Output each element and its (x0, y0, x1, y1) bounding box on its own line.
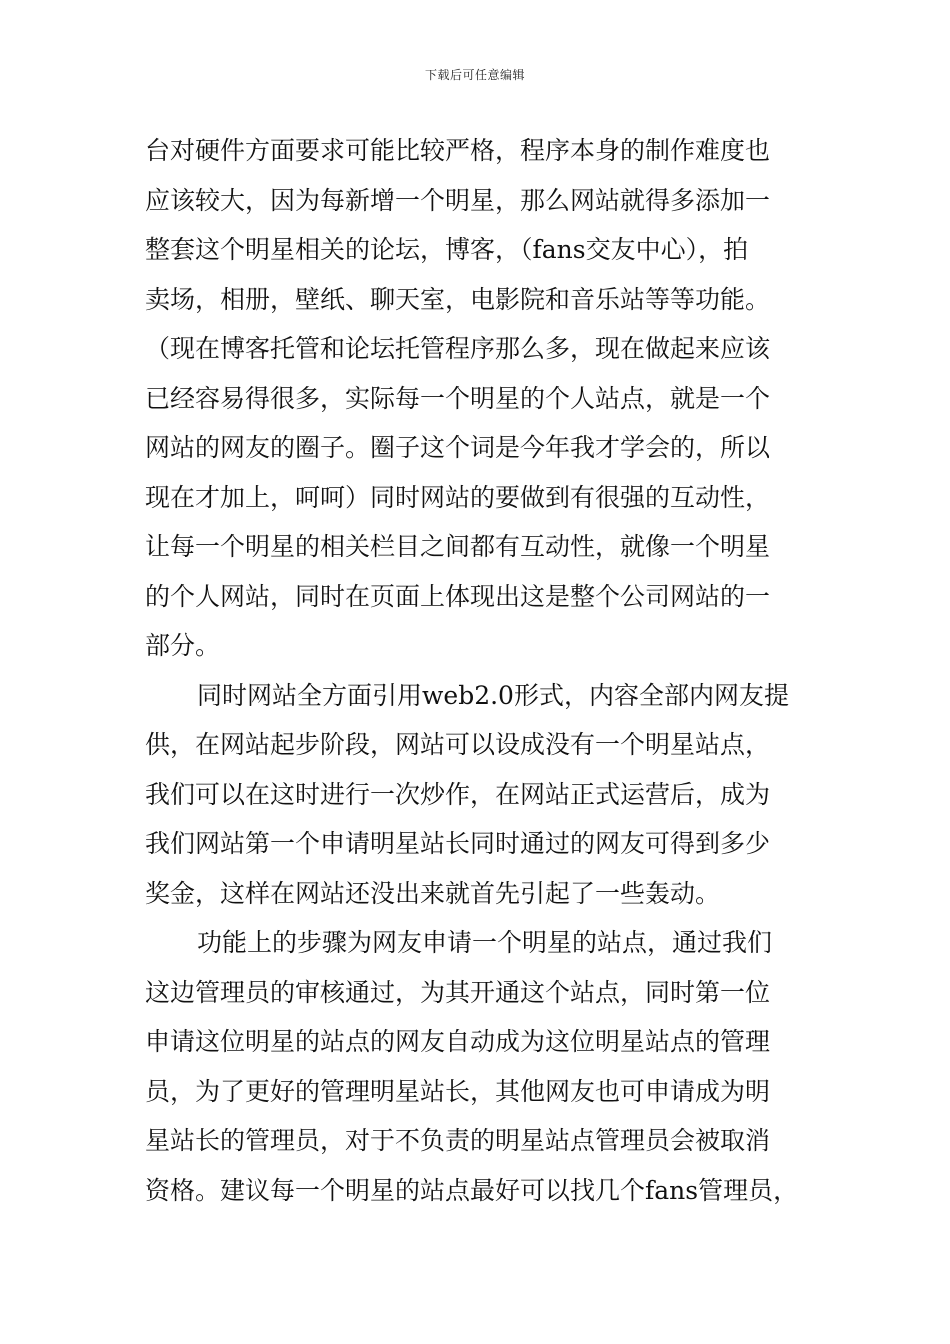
text-line: 申请这位明星的站点的网友自动成为这位明星站点的管理 (145, 1027, 771, 1056)
text-line: 部分。 (145, 631, 221, 660)
text-line: 现在才加上，呵呵）同时网站的要做到有很强的互动性， (145, 482, 771, 512)
page-header: 下载后可任意编辑 (424, 68, 525, 82)
text-line: 我们可以在这时进行一次炒作，在网站正式运营后，成为 (145, 779, 771, 809)
text-line: 台对硬件方面要求可能比较严格，程序本身的制作难度也 (145, 136, 771, 165)
paragraph-first-line: 同时网站全方面引用web2.0形式，内容全部内网友提 (197, 680, 789, 710)
text-line: （现在博客托管和论坛托管程序那么多，现在做起来应该 (145, 334, 771, 363)
text-line: 奖金，这样在网站还没出来就首先引起了一些轰动。 (145, 878, 721, 908)
paragraph-first-line: 功能上的步骤为网友申请一个明星的站点，通过我们 (197, 928, 773, 957)
text-line: 供，在网站起步阶段，网站可以设成没有一个明星站点， (145, 730, 771, 759)
text-line: 员，为了更好的管理明星站长，其他网友也可申请成为明 (145, 1076, 771, 1106)
text-line: 我们网站第一个申请明星站长同时通过的网友可得到多少 (145, 829, 771, 858)
text-line: 网站的网友的圈子。圈子这个词是今年我才学会的，所以 (145, 433, 771, 462)
text-line: 已经容易得很多，实际每一个明星的个人站点，就是一个 (145, 383, 771, 413)
text-line: 星站长的管理员，对于不负责的明星站点管理员会被取消 (145, 1126, 771, 1155)
text-line: 应该较大，因为每新增一个明星，那么网站就得多添加一 (145, 185, 771, 215)
text-line: 整套这个明星相关的论坛，博客，（fans交友中心），拍 (145, 235, 749, 264)
text-line: 卖场，相册，壁纸、聊天室，电影院和音乐站等等功能。 (145, 284, 771, 314)
text-line: 的个人网站，同时在页面上体现出这是整个公司网站的一 (145, 581, 771, 611)
document-body (145, 126, 810, 1215)
text-line: 资格。建议每一个明星的站点最好可以找几个fans管理员， (145, 1175, 799, 1205)
text-line: 这边管理员的审核通过，为其开通这个站点，同时第一位 (145, 977, 771, 1007)
text-line: 让每一个明星的相关栏目之间都有互动性，就像一个明星 (145, 532, 771, 561)
